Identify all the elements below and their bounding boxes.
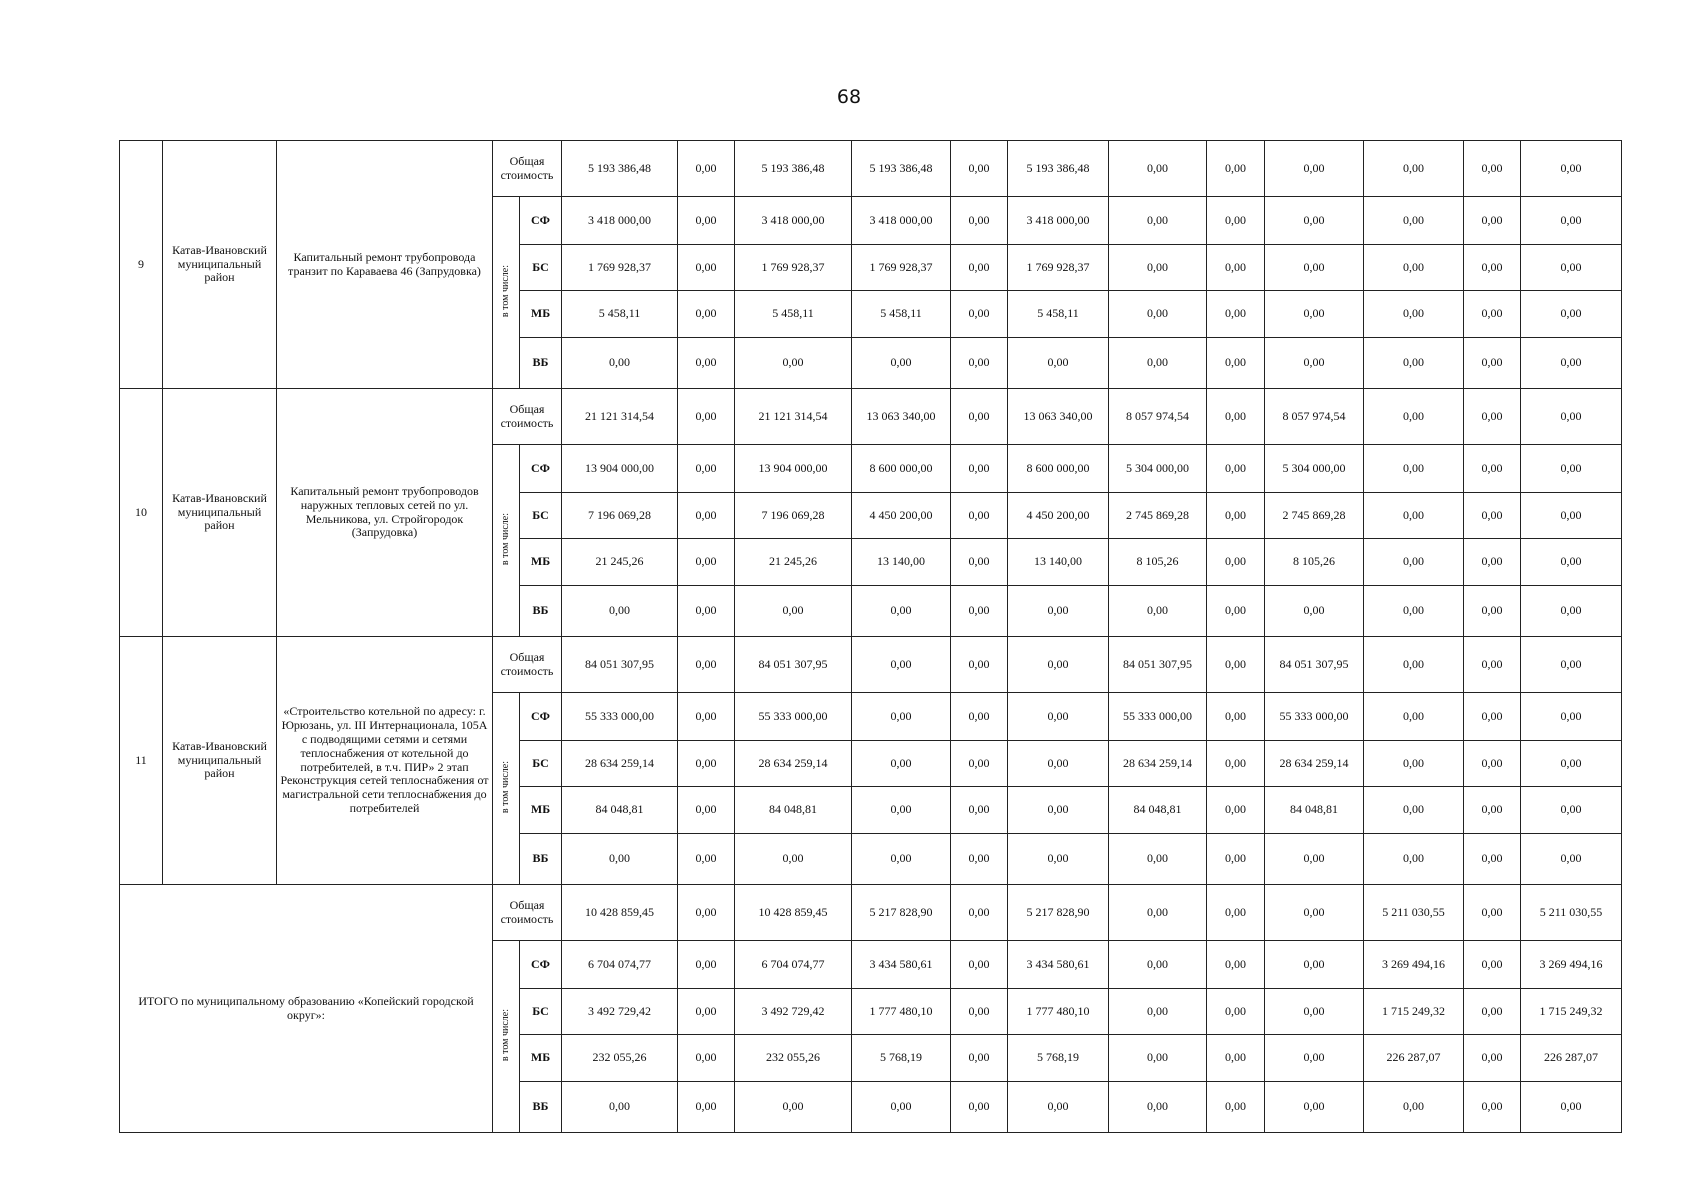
funding-source: МБ [520, 291, 562, 338]
amount-cell: 21 245,26 [735, 539, 852, 586]
amount-cell: 5 217 828,90 [1008, 885, 1109, 941]
amount-cell: 3 434 580,61 [1008, 941, 1109, 989]
amount-cell: 0,00 [1207, 741, 1265, 787]
amount-cell: 0,00 [1464, 834, 1521, 885]
amount-cell: 0,00 [1521, 539, 1622, 586]
amount-cell: 0,00 [1109, 141, 1207, 197]
amount-cell: 21 121 314,54 [735, 389, 852, 445]
amount-cell: 0,00 [1364, 1082, 1464, 1133]
amount-cell: 0,00 [1464, 693, 1521, 741]
breakdown-label-cell [493, 693, 520, 885]
amount-cell: 3 434 580,61 [852, 941, 951, 989]
amount-cell: 0,00 [1464, 1035, 1521, 1082]
amount-cell: 28 634 259,14 [735, 741, 852, 787]
funding-source: СФ [520, 693, 562, 741]
amount-cell: 0,00 [1109, 245, 1207, 291]
amount-cell: 0,00 [1364, 741, 1464, 787]
amount-cell: 84 051 307,95 [1109, 637, 1207, 693]
amount-cell: 0,00 [1008, 586, 1109, 637]
total-row [120, 885, 1622, 941]
amount-cell: 84 048,81 [1109, 787, 1207, 834]
breakdown-label: в том числе: [500, 512, 512, 565]
amount-cell: 0,00 [1265, 885, 1364, 941]
amount-cell: 0,00 [1464, 493, 1521, 539]
amount-cell: 0,00 [1207, 787, 1265, 834]
amount-cell: 1 777 480,10 [852, 989, 951, 1035]
municipality-name: Катав-Ивановский муниципальный район [163, 637, 277, 885]
amount-cell: 55 333 000,00 [1109, 693, 1207, 741]
amount-cell: 55 333 000,00 [735, 693, 852, 741]
amount-cell: 0,00 [1008, 637, 1109, 693]
amount-cell: 0,00 [1464, 741, 1521, 787]
amount-cell: 0,00 [852, 1082, 951, 1133]
amount-cell: 10 428 859,45 [735, 885, 852, 941]
amount-cell: 3 418 000,00 [735, 197, 852, 245]
amount-cell: 0,00 [678, 539, 735, 586]
breakdown-label-cell [493, 445, 520, 637]
amount-cell: 0,00 [678, 941, 735, 989]
amount-cell: 0,00 [678, 1082, 735, 1133]
amount-cell: 0,00 [1207, 693, 1265, 741]
amount-cell: 0,00 [1265, 1082, 1364, 1133]
funding-source: ВБ [520, 834, 562, 885]
amount-cell: 1 769 928,37 [1008, 245, 1109, 291]
amount-cell: 0,00 [1109, 1082, 1207, 1133]
amount-cell: 0,00 [678, 885, 735, 941]
amount-cell: 0,00 [951, 741, 1008, 787]
amount-cell: 0,00 [1364, 539, 1464, 586]
amount-cell: 0,00 [852, 693, 951, 741]
funding-source: СФ [520, 197, 562, 245]
amount-cell: 0,00 [951, 291, 1008, 338]
amount-cell: 0,00 [951, 1035, 1008, 1082]
municipality-name: Катав-Ивановский муниципальный район [163, 141, 277, 389]
breakdown-label: в том числе: [500, 264, 512, 317]
amount-cell: 13 140,00 [852, 539, 951, 586]
amount-cell: 84 051 307,95 [562, 637, 678, 693]
amount-cell: 0,00 [735, 834, 852, 885]
amount-cell: 0,00 [1109, 197, 1207, 245]
amount-cell: 0,00 [951, 787, 1008, 834]
amount-cell: 0,00 [1521, 141, 1622, 197]
amount-cell: 0,00 [1265, 141, 1364, 197]
amount-cell: 5 211 030,55 [1521, 885, 1622, 941]
amount-cell: 0,00 [1364, 445, 1464, 493]
amount-cell: 55 333 000,00 [562, 693, 678, 741]
amount-cell: 0,00 [678, 989, 735, 1035]
row-number: 11 [120, 637, 163, 885]
amount-cell: 0,00 [1464, 941, 1521, 989]
municipality-name: Катав-Ивановский муниципальный район [163, 389, 277, 637]
amount-cell: 13 904 000,00 [562, 445, 678, 493]
amount-cell: 3 492 729,42 [735, 989, 852, 1035]
amount-cell: 0,00 [852, 787, 951, 834]
amount-cell: 0,00 [1207, 291, 1265, 338]
amount-cell: 0,00 [1464, 338, 1521, 389]
amount-cell: 0,00 [852, 834, 951, 885]
amount-cell: 10 428 859,45 [562, 885, 678, 941]
amount-cell: 0,00 [1364, 197, 1464, 245]
amount-cell: 226 287,07 [1521, 1035, 1622, 1082]
amount-cell: 0,00 [1008, 787, 1109, 834]
amount-cell: 3 492 729,42 [562, 989, 678, 1035]
amount-cell: 5 211 030,55 [1364, 885, 1464, 941]
project-row [120, 637, 1622, 693]
amount-cell: 0,00 [735, 586, 852, 637]
amount-cell: 0,00 [562, 1082, 678, 1133]
amount-cell: 0,00 [1464, 586, 1521, 637]
cost-kind-label: Общая стоимость [493, 885, 562, 941]
amount-cell: 232 055,26 [735, 1035, 852, 1082]
amount-cell: 0,00 [1521, 291, 1622, 338]
amount-cell: 0,00 [1521, 445, 1622, 493]
amount-cell: 0,00 [1364, 693, 1464, 741]
amount-cell: 0,00 [1364, 338, 1464, 389]
amount-cell: 0,00 [1207, 989, 1265, 1035]
amount-cell: 0,00 [1109, 338, 1207, 389]
amount-cell: 0,00 [951, 539, 1008, 586]
breakdown-label: в том числе: [500, 760, 512, 813]
amount-cell: 5 193 386,48 [1008, 141, 1109, 197]
amount-cell: 0,00 [562, 586, 678, 637]
breakdown-label-cell [493, 941, 520, 1133]
funding-source: ВБ [520, 586, 562, 637]
amount-cell: 0,00 [852, 741, 951, 787]
amount-cell: 8 600 000,00 [852, 445, 951, 493]
amount-cell: 0,00 [951, 245, 1008, 291]
funding-source: ВБ [520, 1082, 562, 1133]
amount-cell: 0,00 [951, 389, 1008, 445]
amount-cell: 0,00 [1207, 539, 1265, 586]
amount-cell: 0,00 [678, 197, 735, 245]
amount-cell: 3 269 494,16 [1521, 941, 1622, 989]
amount-cell: 0,00 [1207, 493, 1265, 539]
amount-cell: 5 304 000,00 [1265, 445, 1364, 493]
row-number: 10 [120, 389, 163, 637]
amount-cell: 5 458,11 [1008, 291, 1109, 338]
amount-cell: 0,00 [951, 693, 1008, 741]
amount-cell: 0,00 [678, 741, 735, 787]
amount-cell: 0,00 [1008, 693, 1109, 741]
amount-cell: 1 769 928,37 [562, 245, 678, 291]
amount-cell: 0,00 [1464, 787, 1521, 834]
funding-source: ВБ [520, 338, 562, 389]
amount-cell: 0,00 [1521, 637, 1622, 693]
amount-cell: 0,00 [951, 1082, 1008, 1133]
amount-cell: 0,00 [1364, 141, 1464, 197]
amount-cell: 0,00 [1109, 989, 1207, 1035]
amount-cell: 4 450 200,00 [852, 493, 951, 539]
amount-cell: 0,00 [1464, 539, 1521, 586]
amount-cell: 3 418 000,00 [562, 197, 678, 245]
total-label: ИТОГО по муниципальному образованию «Копейский городской округ»: [120, 885, 493, 1133]
amount-cell: 0,00 [951, 885, 1008, 941]
amount-cell: 0,00 [1008, 834, 1109, 885]
amount-cell: 0,00 [1265, 941, 1364, 989]
amount-cell: 0,00 [1521, 197, 1622, 245]
amount-cell: 0,00 [1265, 338, 1364, 389]
amount-cell: 0,00 [852, 338, 951, 389]
amount-cell: 0,00 [735, 338, 852, 389]
amount-cell: 0,00 [1109, 586, 1207, 637]
amount-cell: 21 245,26 [562, 539, 678, 586]
amount-cell: 0,00 [1207, 1082, 1265, 1133]
amount-cell: 0,00 [1109, 1035, 1207, 1082]
project-row [120, 389, 1622, 445]
amount-cell: 0,00 [1008, 741, 1109, 787]
amount-cell: 0,00 [1207, 941, 1265, 989]
funding-source: СФ [520, 445, 562, 493]
amount-cell: 0,00 [678, 787, 735, 834]
funding-source: МБ [520, 539, 562, 586]
amount-cell: 0,00 [1109, 291, 1207, 338]
amount-cell: 5 304 000,00 [1109, 445, 1207, 493]
amount-cell: 0,00 [1364, 245, 1464, 291]
amount-cell: 5 458,11 [735, 291, 852, 338]
amount-cell: 0,00 [562, 338, 678, 389]
amount-cell: 0,00 [1109, 834, 1207, 885]
page-number: 68 [836, 86, 862, 108]
funding-source: СФ [520, 941, 562, 989]
amount-cell: 28 634 259,14 [1109, 741, 1207, 787]
amount-cell: 0,00 [951, 493, 1008, 539]
amount-cell: 6 704 074,77 [562, 941, 678, 989]
amount-cell: 0,00 [951, 586, 1008, 637]
amount-cell: 0,00 [1364, 637, 1464, 693]
amount-cell: 84 051 307,95 [735, 637, 852, 693]
amount-cell: 0,00 [1265, 197, 1364, 245]
amount-cell: 5 458,11 [852, 291, 951, 338]
amount-cell: 0,00 [678, 834, 735, 885]
amount-cell: 226 287,07 [1364, 1035, 1464, 1082]
breakdown-label: в том числе: [500, 1008, 512, 1061]
amount-cell: 5 217 828,90 [852, 885, 951, 941]
amount-cell: 0,00 [1265, 291, 1364, 338]
amount-cell: 0,00 [1521, 834, 1622, 885]
amount-cell: 0,00 [1207, 141, 1265, 197]
amount-cell: 8 057 974,54 [1265, 389, 1364, 445]
amount-cell: 0,00 [1521, 389, 1622, 445]
funding-source: БС [520, 989, 562, 1035]
amount-cell: 0,00 [951, 941, 1008, 989]
amount-cell: 0,00 [1464, 445, 1521, 493]
project-row [120, 141, 1622, 197]
amount-cell: 84 048,81 [735, 787, 852, 834]
amount-cell: 84 051 307,95 [1265, 637, 1364, 693]
amount-cell: 2 745 869,28 [1109, 493, 1207, 539]
amount-cell: 4 450 200,00 [1008, 493, 1109, 539]
amount-cell: 1 715 249,32 [1521, 989, 1622, 1035]
amount-cell: 5 768,19 [852, 1035, 951, 1082]
funding-source: БС [520, 493, 562, 539]
amount-cell: 0,00 [1265, 245, 1364, 291]
cost-kind-label: Общая стоимость [493, 389, 562, 445]
amount-cell: 0,00 [678, 693, 735, 741]
breakdown-label-cell [493, 197, 520, 389]
amount-cell: 13 063 340,00 [1008, 389, 1109, 445]
amount-cell: 13 140,00 [1008, 539, 1109, 586]
amount-cell: 84 048,81 [562, 787, 678, 834]
amount-cell: 1 769 928,37 [735, 245, 852, 291]
amount-cell: 21 121 314,54 [562, 389, 678, 445]
amount-cell: 13 904 000,00 [735, 445, 852, 493]
amount-cell: 232 055,26 [562, 1035, 678, 1082]
amount-cell: 0,00 [1464, 885, 1521, 941]
amount-cell: 0,00 [678, 338, 735, 389]
amount-cell: 0,00 [1265, 1035, 1364, 1082]
amount-cell: 0,00 [951, 637, 1008, 693]
amount-cell: 0,00 [951, 989, 1008, 1035]
amount-cell: 28 634 259,14 [1265, 741, 1364, 787]
amount-cell: 0,00 [1364, 389, 1464, 445]
funding-source: БС [520, 741, 562, 787]
cost-kind-label: Общая стоимость [493, 637, 562, 693]
amount-cell: 0,00 [1464, 389, 1521, 445]
amount-cell: 1 769 928,37 [852, 245, 951, 291]
amount-cell: 0,00 [1207, 389, 1265, 445]
amount-cell: 0,00 [951, 141, 1008, 197]
amount-cell: 0,00 [678, 445, 735, 493]
amount-cell: 0,00 [678, 637, 735, 693]
amount-cell: 0,00 [1207, 834, 1265, 885]
amount-cell: 0,00 [678, 1035, 735, 1082]
amount-cell: 7 196 069,28 [735, 493, 852, 539]
amount-cell: 0,00 [1521, 586, 1622, 637]
amount-cell: 0,00 [1521, 245, 1622, 291]
amount-cell: 0,00 [1521, 493, 1622, 539]
amount-cell: 5 193 386,48 [852, 141, 951, 197]
amount-cell: 5 193 386,48 [562, 141, 678, 197]
amount-cell: 0,00 [1364, 834, 1464, 885]
amount-cell: 0,00 [735, 1082, 852, 1133]
amount-cell: 0,00 [1364, 493, 1464, 539]
amount-cell: 0,00 [1464, 245, 1521, 291]
amount-cell: 0,00 [951, 445, 1008, 493]
amount-cell: 0,00 [951, 834, 1008, 885]
amount-cell: 0,00 [678, 245, 735, 291]
amount-cell: 55 333 000,00 [1265, 693, 1364, 741]
amount-cell: 0,00 [951, 338, 1008, 389]
project-name: Капитальный ремонт трубопровода транзит по Караваева 46 (Запрудовка) [277, 141, 493, 389]
amount-cell: 8 057 974,54 [1109, 389, 1207, 445]
amount-cell: 5 458,11 [562, 291, 678, 338]
amount-cell: 0,00 [1008, 1082, 1109, 1133]
amount-cell: 0,00 [1265, 586, 1364, 637]
amount-cell: 0,00 [678, 493, 735, 539]
amount-cell: 3 418 000,00 [852, 197, 951, 245]
amount-cell: 0,00 [1265, 834, 1364, 885]
amount-cell: 28 634 259,14 [562, 741, 678, 787]
amount-cell: 0,00 [1109, 941, 1207, 989]
amount-cell: 0,00 [1207, 586, 1265, 637]
amount-cell: 0,00 [1207, 338, 1265, 389]
amount-cell: 0,00 [1464, 1082, 1521, 1133]
amount-cell: 1 777 480,10 [1008, 989, 1109, 1035]
amount-cell: 0,00 [1464, 197, 1521, 245]
amount-cell: 8 105,26 [1109, 539, 1207, 586]
amount-cell: 0,00 [1207, 197, 1265, 245]
project-name: «Строительство котельной по адресу: г. Юрюзань, ул. III Интернационала, 105А с подводящими сетями и сетями теплоснабжения от котельной до потребителей, в т.ч. ПИР» 2 этап Реконструкция сетей теплоснабжения от магистральной сети теплоснабжения до потребителей [277, 637, 493, 885]
funding-source: МБ [520, 1035, 562, 1082]
amount-cell: 0,00 [1364, 586, 1464, 637]
amount-cell: 0,00 [1464, 637, 1521, 693]
amount-cell: 0,00 [951, 197, 1008, 245]
amount-cell: 8 105,26 [1265, 539, 1364, 586]
amount-cell: 0,00 [678, 586, 735, 637]
amount-cell: 0,00 [1207, 445, 1265, 493]
project-name: Капитальный ремонт трубопроводов наружных тепловых сетей по ул. Мельникова, ул. Стройгородок (Запрудовка) [277, 389, 493, 637]
amount-cell: 0,00 [1521, 693, 1622, 741]
amount-cell: 0,00 [1265, 989, 1364, 1035]
amount-cell: 0,00 [852, 586, 951, 637]
amount-cell: 0,00 [678, 141, 735, 197]
amount-cell: 0,00 [1207, 245, 1265, 291]
amount-cell: 0,00 [1364, 291, 1464, 338]
amount-cell: 0,00 [1521, 787, 1622, 834]
funding-source: БС [520, 245, 562, 291]
amount-cell: 0,00 [1207, 885, 1265, 941]
amount-cell: 5 768,19 [1008, 1035, 1109, 1082]
amount-cell: 0,00 [1008, 338, 1109, 389]
amount-cell: 0,00 [1207, 1035, 1265, 1082]
amount-cell: 0,00 [1464, 989, 1521, 1035]
amount-cell: 0,00 [1109, 885, 1207, 941]
amount-cell: 8 600 000,00 [1008, 445, 1109, 493]
amount-cell: 3 269 494,16 [1364, 941, 1464, 989]
amount-cell: 0,00 [1464, 291, 1521, 338]
amount-cell: 0,00 [1464, 141, 1521, 197]
amount-cell: 0,00 [1521, 1082, 1622, 1133]
funding-source: МБ [520, 787, 562, 834]
amount-cell: 0,00 [562, 834, 678, 885]
amount-cell: 0,00 [852, 637, 951, 693]
amount-cell: 0,00 [1207, 637, 1265, 693]
amount-cell: 84 048,81 [1265, 787, 1364, 834]
budget-table [119, 140, 1622, 1133]
amount-cell: 3 418 000,00 [1008, 197, 1109, 245]
amount-cell: 0,00 [1521, 741, 1622, 787]
amount-cell: 5 193 386,48 [735, 141, 852, 197]
amount-cell: 0,00 [1521, 338, 1622, 389]
row-number: 9 [120, 141, 163, 389]
amount-cell: 6 704 074,77 [735, 941, 852, 989]
amount-cell: 0,00 [678, 291, 735, 338]
amount-cell: 2 745 869,28 [1265, 493, 1364, 539]
amount-cell: 7 196 069,28 [562, 493, 678, 539]
amount-cell: 13 063 340,00 [852, 389, 951, 445]
amount-cell: 0,00 [1364, 787, 1464, 834]
cost-kind-label: Общая стоимость [493, 141, 562, 197]
amount-cell: 0,00 [678, 389, 735, 445]
amount-cell: 1 715 249,32 [1364, 989, 1464, 1035]
